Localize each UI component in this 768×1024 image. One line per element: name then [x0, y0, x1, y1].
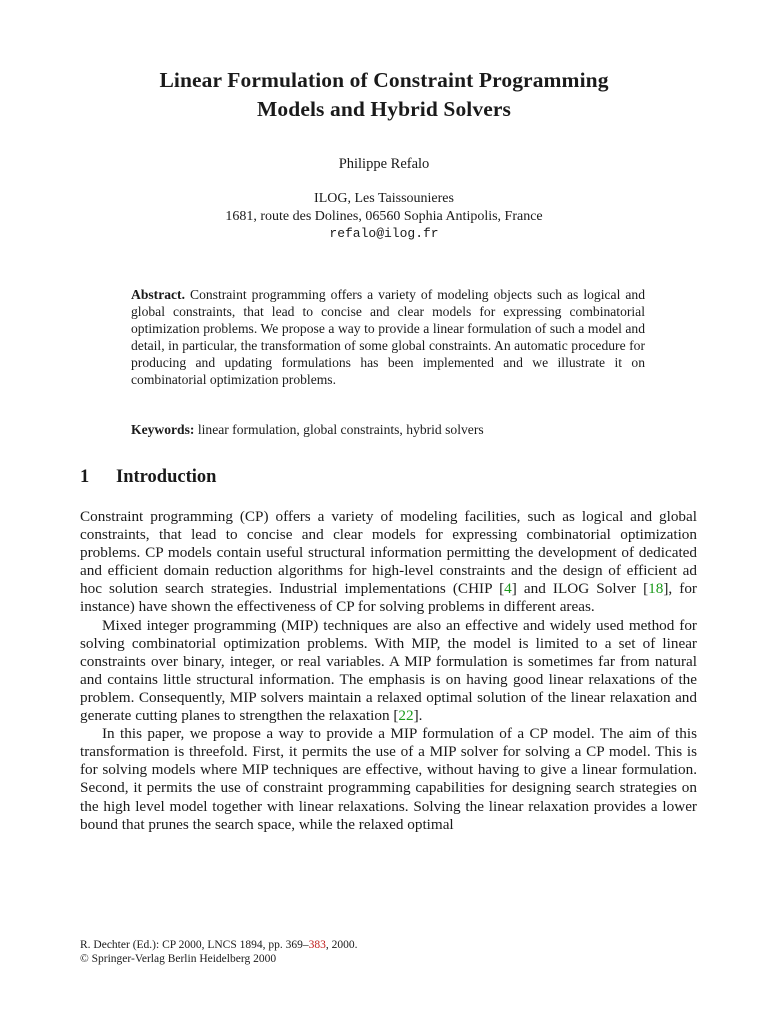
footer-citation-text: R. Dechter (Ed.): CP 2000, LNCS 1894, pp. 369–: [80, 939, 309, 951]
paragraph-1-text-c: ], for instance) have shown the effectiveness of CP for solving problems in different areas.: [80, 580, 697, 616]
title-line-1: Linear Formulation of Constraint Programming: [159, 68, 609, 92]
section-body: [80, 508, 697, 834]
footer-citation: [80, 938, 700, 952]
paragraph-1: [80, 508, 697, 617]
title-line-2: Models and Hybrid Solvers: [257, 97, 511, 121]
keywords: [131, 421, 645, 438]
keywords-label: Keywords:: [131, 422, 195, 437]
footer-page-link[interactable]: 383: [308, 939, 326, 951]
abstract-text: Constraint programming offers a variety of modeling objects such as logical and global constraints, that lead to concise and clear models for expressing combinatorial optimization problems. We propose a way to provide a linear formulation of such a model and detail, in particular, the transformation of some global constraints. An automatic procedure for producing and updating formulations has been implemented and we illustrate it on combinatorial optimization problems.: [131, 287, 645, 387]
section-title: Introduction: [116, 467, 217, 487]
paragraph-2-text-a: Mixed integer programming (MIP) techniques are also an effective and widely used method for solving combinatorial optimization problems. With MIP, the model is limited to a set of linear constraints over binary, integer, or real variables. A MIP formulation is sometimes far from natural and contains little structural information. The emphasis is on having good linear relaxations of the problem. Consequently, MIP solvers maintain a relaxed optimal solution of the linear relaxation and generate cutting planes to strengthen the relaxation [: [80, 616, 697, 725]
keywords-text: linear formulation, global constraints, hybrid solvers: [197, 422, 484, 437]
abstract: [131, 286, 645, 388]
paragraph-3: In this paper, we propose a way to provide a MIP formulation of a CP model. The aim of this transformation is threefold. First, it permits the use of a MIP solver for solving a CP model. This is for solving models where MIP techniques are effective, without having to give a linear formulation. Second, it permits the use of constraint programming capabilities for designing search strategies on the high level model together with linear relaxations. Solving the linear relaxation provides a lower bound that prunes the search space, while the relaxed optimal: [80, 725, 697, 833]
abstract-label: Abstract.: [131, 287, 185, 302]
author-name: Philippe Refalo: [338, 156, 430, 172]
footer-citation-end: , 2000.: [325, 939, 358, 951]
footer-copyright: © Springer-Verlag Berlin Heidelberg 2000: [80, 953, 277, 965]
affiliation-address: 1681, route des Dolines, 06560 Sophia Antipolis, France: [225, 208, 543, 224]
citation-link-22[interactable]: 22: [398, 707, 414, 725]
page-footer: [80, 938, 700, 966]
paragraph-1-text-b: ] and ILOG Solver [: [511, 580, 649, 598]
paragraph-2-text-b: ].: [413, 707, 423, 725]
citation-link-4[interactable]: 4: [504, 580, 512, 598]
paragraph-2: [80, 617, 697, 726]
citation-link-18[interactable]: 18: [648, 580, 664, 598]
paper-title: [0, 66, 768, 124]
section-heading: [80, 467, 216, 488]
paragraph-1-text-a: Constraint programming (CP) offers a variety of modeling facilities, such as logical and global constraints, that lead to concise and clear models for expressing combinatorial optimization problems. CP models contain useful structural information permitting the development of dedicated and efficient domain reduction algorithms for high-level constraints and the design of efficient ad hoc solution search strategies. Industrial implementations (CHIP [: [80, 508, 697, 598]
section-number: 1: [80, 467, 90, 487]
author-email: refalo@ilog.fr: [329, 226, 439, 241]
affiliation: [0, 190, 768, 243]
affiliation-org: ILOG, Les Taissounieres: [314, 191, 454, 206]
